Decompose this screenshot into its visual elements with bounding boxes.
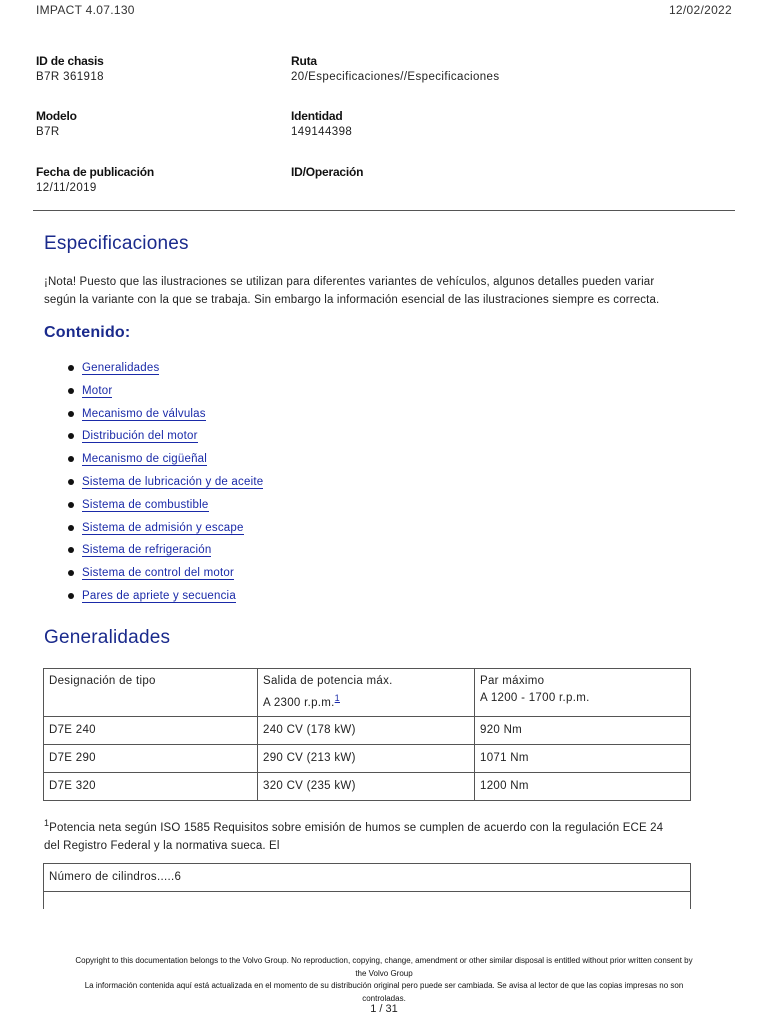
- footnote-ref: [335, 693, 340, 704]
- header-power: [258, 669, 475, 717]
- page-number: 1 / 31: [370, 1003, 398, 1015]
- table-row: [44, 716, 691, 744]
- header-torque-rpm: A 1200 - 1700 r.p.m.: [480, 692, 590, 704]
- toc-link-refrigeracion[interactable]: Sistema de refrigeración: [82, 544, 212, 557]
- cell-power: 240 CV (178 kW): [258, 716, 475, 744]
- cell-torque: 920 Nm: [475, 716, 691, 744]
- table-header-row: [44, 669, 691, 717]
- header-power-label: Salida de potencia máx.: [263, 675, 393, 687]
- footnote-line-2: del Registro Federal y la normativa sueca. El: [44, 839, 280, 852]
- cell-power: 290 CV (213 kW): [258, 744, 475, 772]
- bullet-icon: [68, 433, 74, 439]
- top-bar: [36, 3, 732, 19]
- cell-torque: 1200 Nm: [475, 772, 691, 800]
- bullet-icon: [68, 365, 74, 371]
- bullet-icon: [68, 456, 74, 462]
- model-label: Modelo: [36, 109, 77, 123]
- identity-value: 149144398: [291, 126, 353, 138]
- toc-link-valvulas[interactable]: Mecanismo de válvulas: [82, 407, 206, 420]
- bullet-icon: [68, 479, 74, 485]
- engine-spec-table: [43, 668, 691, 801]
- route-label: Ruta: [291, 54, 317, 68]
- toc-link-combustible[interactable]: Sistema de combustible: [82, 498, 209, 511]
- copyright-line-1: Copyright to this documentation belongs to the Volvo Group. No reproduction, copying, change, amendment or other similar disposal is entitled without prior written consent by: [75, 956, 693, 965]
- cell-torque: 1071 Nm: [475, 744, 691, 772]
- header-power-rpm: [263, 690, 469, 712]
- header-type: Designación de tipo: [44, 669, 258, 717]
- note-line-2: según la variante con la que se trabaja. Sin embargo la información esencial de las ilustraciones siempre es correcta.: [44, 294, 660, 306]
- toc-link-lubricacion[interactable]: Sistema de lubricación y de aceite: [82, 475, 264, 488]
- cylinders-box: [43, 863, 691, 909]
- page-footer: [30, 955, 738, 1005]
- cell-type: D7E 320: [44, 772, 258, 800]
- identity-field: [291, 109, 591, 138]
- cylinders-row: Número de cilindros.....6: [44, 864, 690, 892]
- header-torque: [475, 669, 691, 717]
- page-title: Especificaciones: [44, 233, 189, 254]
- model-value: B7R: [36, 126, 60, 138]
- publication-date-label: Fecha de publicación: [36, 165, 155, 179]
- toc-link-pares-apriete[interactable]: Pares de apriete y secuencia: [82, 589, 236, 602]
- route-value: 20/Especificaciones//Especificaciones: [291, 71, 500, 83]
- toc-link-control-motor[interactable]: Sistema de control del motor: [82, 567, 234, 580]
- cell-power: 320 CV (235 kW): [258, 772, 475, 800]
- header-power-rpm-text: A 2300 r.p.m.: [263, 696, 335, 709]
- footnote-text-1: Potencia neta según ISO 1585 Requisitos sobre emisión de humos se cumplen de acuerdo con la regulación ECE 24: [49, 821, 664, 834]
- operation-id-label: ID/Operación: [291, 165, 364, 179]
- header-torque-label: Par máximo: [480, 675, 545, 687]
- chassis-value: B7R 361918: [36, 71, 104, 83]
- note-line-1: ¡Nota! Puesto que las ilustraciones se utilizan para diferentes variantes de vehículos, algunos detalles pueden variar: [44, 276, 655, 288]
- table-row: [44, 744, 691, 772]
- toc-link-motor[interactable]: Motor: [82, 384, 113, 397]
- footnote-line-1: [44, 814, 744, 837]
- copyright-line-2: the Volvo Group: [355, 968, 413, 978]
- cell-type: D7E 240: [44, 716, 258, 744]
- toc-link-distribucion[interactable]: Distribución del motor: [82, 430, 198, 443]
- contents-heading: Contenido:: [44, 324, 131, 341]
- route-field: [291, 54, 731, 83]
- note-paragraph: [44, 273, 734, 309]
- header-divider: [33, 210, 735, 211]
- bullet-icon: [68, 547, 74, 553]
- operation-id-field: [291, 165, 591, 179]
- identity-label: Identidad: [291, 109, 343, 123]
- bullet-icon: [68, 502, 74, 508]
- cell-type: D7E 290: [44, 744, 258, 772]
- generalidades-heading: Generalidades: [44, 627, 171, 648]
- table-row: [44, 772, 691, 800]
- footnote-mark: 1: [44, 818, 50, 828]
- app-version: IMPACT 4.07.130: [36, 3, 135, 17]
- bullet-icon: [68, 411, 74, 417]
- bullet-icon: [68, 525, 74, 531]
- info-line-2: controladas.: [362, 993, 406, 1003]
- chassis-label: ID de chasis: [36, 54, 104, 68]
- bullet-icon: [68, 570, 74, 576]
- bullet-icon: [68, 388, 74, 394]
- toc-link-ciguenal[interactable]: Mecanismo de cigüeñal: [82, 453, 208, 466]
- info-line-1: La información contenida aquí está actualizada en el momento de su distribución original pero puede ser cambiada. Se avisa al lector de que las copias impresas no son: [84, 981, 684, 990]
- toc-link-generalidades[interactable]: Generalidades: [82, 362, 160, 374]
- footnote-link[interactable]: 1: [334, 693, 340, 703]
- print-date: 12/02/2022: [668, 3, 732, 17]
- bullet-icon: [68, 593, 74, 599]
- publication-date-value: 12/11/2019: [36, 182, 97, 194]
- footnote: [44, 814, 744, 855]
- toc-link-admision[interactable]: Sistema de admisión y escape: [82, 521, 244, 534]
